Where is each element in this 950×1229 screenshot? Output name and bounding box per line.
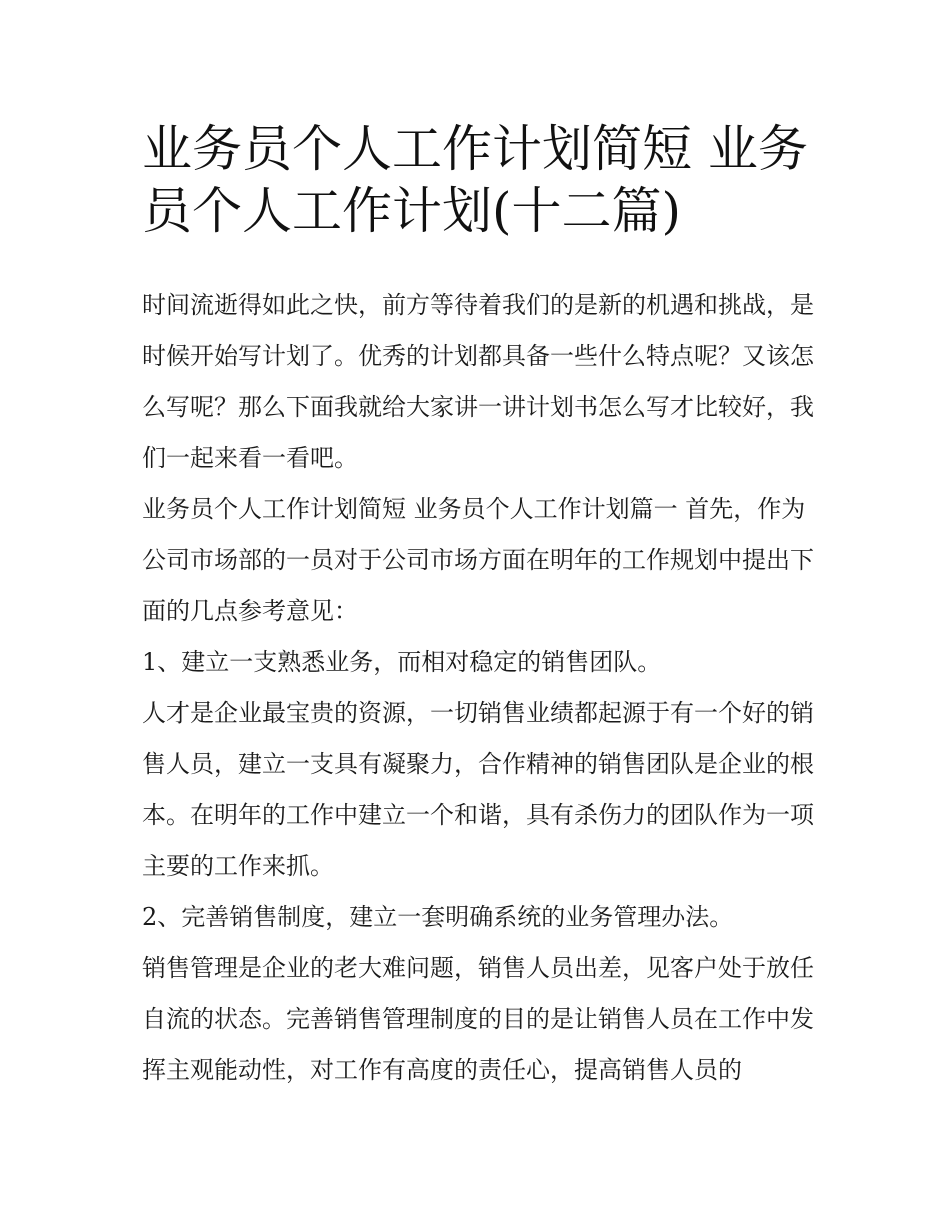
paragraph-intro: 时间流逝得如此之快，前方等待着我们的是新的机遇和挑战，是时候开始写计划了。优秀的计划都具备一些什么特点呢？又该怎么写呢？那么下面我就给大家讲一讲计划书怎么写才比较好，我们一起来看一看吧。 <box>142 291 814 472</box>
paragraph-point-1-body: 人才是企业最宝贵的资源，一切销售业绩都起源于有一个好的销售人员，建立一支具有凝聚力，合作精神的销售团队是企业的根本。在明年的工作中建立一个和谐，具有杀伤力的团队作为一项主要的工作来抓。 <box>142 699 814 880</box>
paragraph-point-1-heading: 1、建立一支熟悉业务，而相对稳定的销售团队。 <box>142 648 662 676</box>
paragraph-plan-one: 业务员个人工作计划简短 业务员个人工作计划篇一 首先，作为公司市场部的一员对于公司市场方面在明年的工作规划中提出下面的几点参考意见： <box>142 495 814 625</box>
document-body <box>142 280 822 1096</box>
paragraph-point-2-heading: 2、完善销售制度，建立一套明确系统的业务管理办法。 <box>142 903 734 931</box>
paragraph-point-2-body: 销售管理是企业的老大难问题，销售人员出差，见客户处于放任自流的状态。完善销售管理制度的目的是让销售人员在工作中发挥主观能动性，对工作有高度的责任心，提高销售人员的 <box>142 954 814 1084</box>
document-title: 业务员个人工作计划简短 业务员个人工作计划(十二篇) <box>142 120 808 240</box>
